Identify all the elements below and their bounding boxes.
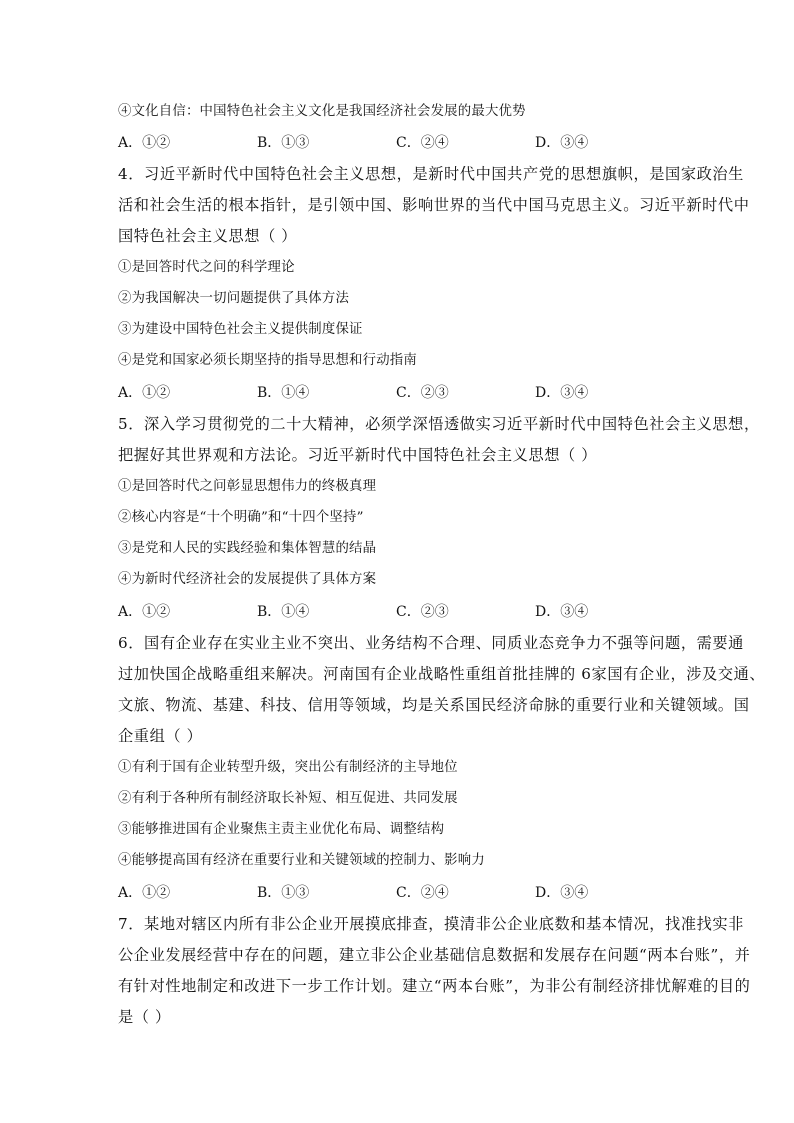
q3-choice-d: D．③④: [535, 135, 589, 151]
q3-choice-b: B．①③: [257, 135, 310, 151]
q5-choice-a: A．①②: [118, 604, 171, 620]
q7-stem-line-4: 是（ ）: [118, 1008, 171, 1026]
q6-option-1: ①有利于国有企业转型升级，突出公有制经济的主导地位: [118, 760, 458, 775]
q4-stem-line-3: 国特色社会主义思想（ ）: [118, 227, 298, 245]
q6-answer-choices: [118, 884, 678, 902]
q6-option-4: ④能够提高国有经济在重要行业和关键领域的控制力、影响力: [118, 853, 485, 868]
q5-answer-choices: [118, 603, 678, 621]
q6-option-3: ③能够推进国有企业聚焦主责主业优化布局、调整结构: [118, 822, 445, 837]
q7-stem-line-1: 7．某地对辖区内所有非公企业开展摸底排查，摸清非公企业底数和基本情况，找准找实非: [118, 915, 744, 933]
q5-option-2: ②核心内容是“十个明确”和“十四个坚持”: [118, 510, 364, 525]
q4-option-1: ①是回答时代之问的科学理论: [118, 260, 295, 275]
q4-choice-b: B．①④: [257, 385, 310, 401]
q4-choice-d: D．③④: [535, 385, 589, 401]
q3-answer-choices: [118, 134, 678, 152]
q5-choice-b: B．①④: [257, 604, 310, 620]
q6-option-2: ②有利于各种所有制经济取长补短、相互促进、共同发展: [118, 791, 458, 806]
q6-choice-a: A．①②: [118, 885, 171, 901]
q4-stem-line-1: 4．习近平新时代中国特色社会主义思想，是新时代中国共产党的思想旗帜，是国家政治生: [118, 165, 744, 183]
q5-stem-line-2: 把握好其世界观和方法论。习近平新时代中国特色社会主义思想（ ）: [118, 446, 598, 464]
q6-choice-c: C．②④: [396, 885, 449, 901]
q6-stem-line-2: 过加快国企战略重组来解决。河南国有企业战略性重组首批挂牌的 6家国有企业，涉及交通、: [118, 665, 766, 683]
q7-stem-line-2: 公企业发展经营中存在的问题，建立非公企业基础信息数据和发展存在问题“两本台账”，并: [118, 946, 751, 964]
q3-choice-c: C．②④: [396, 135, 449, 151]
q4-option-3: ③为建设中国特色社会主义提供制度保证: [118, 322, 363, 337]
q6-stem-line-1: 6．国有企业存在实业主业不突出、业务结构不合理、同质业态竞争力不强等问题，需要通: [118, 634, 744, 652]
q6-stem-line-3: 文旅、物流、基建、科技、信用等领域，均是关系国民经济命脉的重要行业和关键领域。国: [118, 696, 750, 714]
q4-choice-a: A．①②: [118, 385, 171, 401]
q5-stem-line-1: 5．深入学习贯彻党的二十大精神，必须学深悟透做实习近平新时代中国特色社会主义思想，: [118, 415, 760, 433]
q5-choice-c: C．②③: [396, 604, 449, 620]
q4-choice-c: C．②③: [396, 385, 449, 401]
q4-option-4: ④是党和国家必须长期坚持的指导思想和行动指南: [118, 353, 417, 368]
q4-stem-line-2: 活和社会生活的根本指针，是引领中国、影响世界的当代中国马克思主义。习近平新时代中: [118, 196, 750, 214]
q6-choice-d: D．③④: [535, 885, 589, 901]
q5-option-1: ①是回答时代之问彰显思想伟力的终极真理: [118, 479, 377, 494]
q7-stem-line-3: 有针对性地制定和改进下一步工作计划。建立“两本台账”，为非公有制经济排忧解难的目的: [118, 977, 751, 995]
q6-choice-b: B．①③: [257, 885, 310, 901]
q4-option-2: ②为我国解决一切问题提供了具体方法: [118, 291, 350, 306]
q5-option-3: ③是党和人民的实践经验和集体智慧的结晶: [118, 541, 377, 556]
q6-stem-line-4: 企重组（ ）: [118, 727, 203, 745]
q4-answer-choices: [118, 384, 678, 402]
q3-option-4: ④文化自信：中国特色社会主义文化是我国经济社会发展的最大优势: [118, 104, 526, 119]
q3-choice-a: A．①②: [118, 135, 171, 151]
q5-option-4: ④为新时代经济社会的发展提供了具体方案: [118, 572, 377, 587]
q5-choice-d: D．③④: [535, 604, 589, 620]
